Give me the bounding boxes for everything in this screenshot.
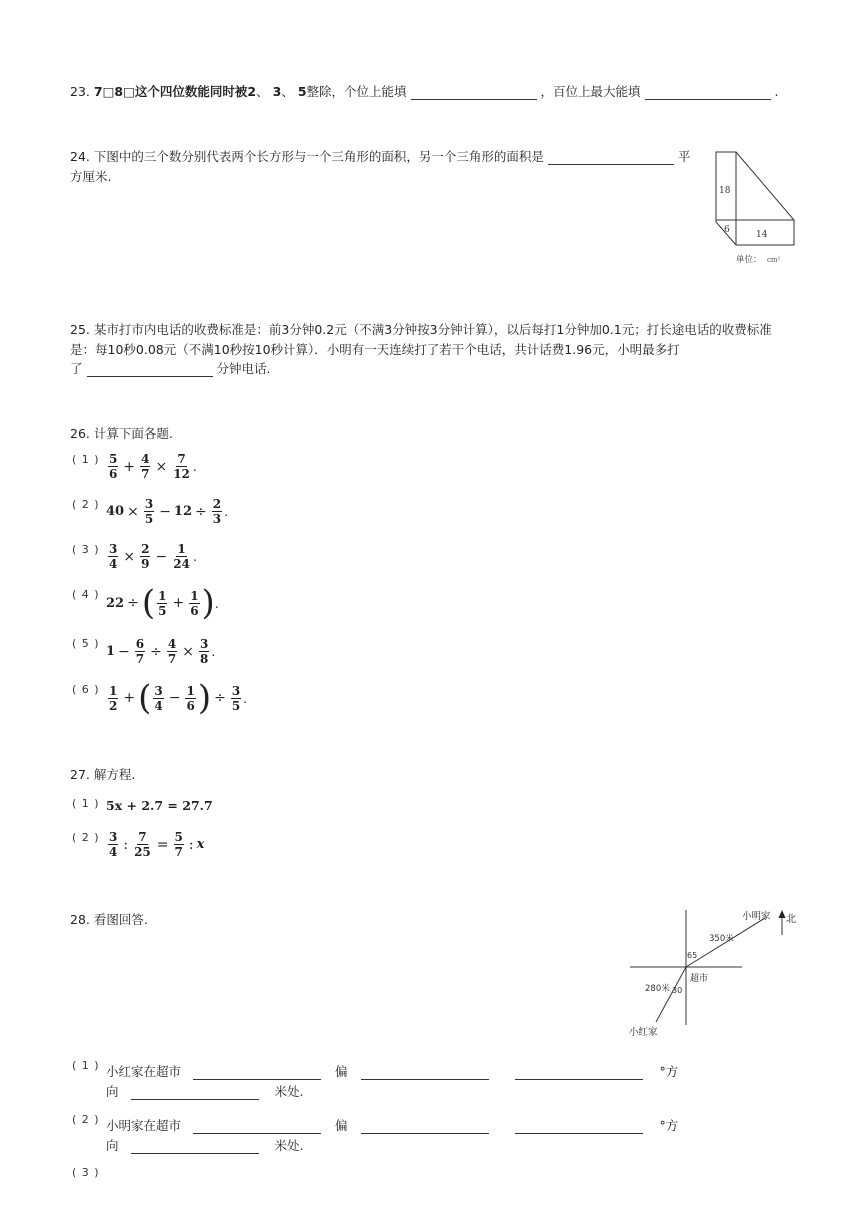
- q24-after-blank: 平: [677, 149, 691, 164]
- fraction: $\frac{1}{2}$: [109, 683, 118, 713]
- q26-problem-6: $\frac{1}{2}$ + ( $\frac{3}{4}$ − $\frac{1}{6}$ ) ÷ $\frac{3}{5}$ .: [109, 678, 248, 718]
- q23-sep2: 、: [281, 84, 294, 99]
- q24-label-14: 14: [756, 230, 768, 240]
- q26-problem-2: 40 × $\frac{3}{5}$ − 12 ÷ $\frac{2}{3}$ .: [106, 497, 229, 526]
- map-label-angle2: 30: [672, 986, 683, 995]
- q27-equation-1: 5x + 2.7 = 27.7: [106, 798, 213, 813]
- q23-text-a: 7□8□这个四位数能同时被: [93, 84, 248, 99]
- fraction: $\frac{3}{5}$: [231, 683, 241, 713]
- q26-problem-5: 1 − $\frac{6}{7}$ ÷ $\frac{4}{7}$ × $\frac{3}{8}$ .: [106, 637, 216, 666]
- q28-label-3: ( 3 ): [72, 1166, 100, 1179]
- q28-sub1-line2: [106, 1082, 303, 1100]
- q28-s2-text-e: 米处.: [274, 1138, 304, 1153]
- q28-s1-text-e: 米处.: [274, 1084, 304, 1099]
- q28-label-2: ( 2 ): [72, 1113, 100, 1126]
- q26-label-3: ( 3 ): [72, 543, 100, 556]
- q28-s1-blank-direction2[interactable]: [361, 1065, 489, 1080]
- q28-s2-text-d: 向: [106, 1138, 119, 1153]
- q28-sub1-line1: [106, 1062, 678, 1080]
- q28-s1-blank-angle[interactable]: [515, 1065, 643, 1080]
- q24-figure: [710, 148, 810, 268]
- q23-n1: 2: [247, 84, 257, 99]
- fraction: $\frac{2}{9}$: [141, 542, 150, 571]
- q28-s1-text-d: 向: [106, 1084, 119, 1099]
- q25-text-1: 某市打市内电话的收费标准是：前3分钟0.2元（不满3分钟按3分钟计算），以后每打1分钟加0.1元；打长途电话的收费标准: [93, 322, 772, 337]
- q28-title: [70, 910, 148, 928]
- q24-label-18: 18: [719, 186, 731, 196]
- fraction: $\frac{3}{5}$: [144, 497, 154, 526]
- q23-sep1: 、: [256, 84, 269, 99]
- fraction: $\frac{3}{8}$: [199, 637, 209, 666]
- q27-label-2: ( 2 ): [72, 831, 100, 844]
- q25-blank[interactable]: [87, 362, 213, 377]
- north-arrow-head: [779, 910, 786, 918]
- q26-label-2: ( 2 ): [72, 498, 100, 511]
- map-label-xiaohong: 小红家: [629, 1027, 658, 1038]
- q25-text-3a: 了: [70, 361, 83, 376]
- q28-s2-text-a: 小明家在超市: [106, 1118, 182, 1133]
- q24-line2: 方厘米.: [70, 169, 112, 184]
- fraction: $\frac{4}{7}$: [141, 452, 150, 481]
- q23-n2: 3: [272, 84, 282, 99]
- q27-label-1: ( 1 ): [72, 797, 100, 810]
- map-label-north: 北: [786, 914, 796, 925]
- q26-label-5: ( 5 ): [72, 637, 100, 650]
- q23-text-c: ，百位上最大能填: [540, 84, 641, 99]
- q26-label-1: ( 1 ): [72, 453, 100, 466]
- q24-label-6: 6: [724, 225, 730, 235]
- q25-line1: [70, 320, 772, 338]
- fraction: $\frac{5}{6}$: [109, 452, 118, 481]
- map-label-dist2: 280米: [645, 984, 670, 994]
- fraction: $\frac{1}{5}$: [158, 588, 167, 618]
- q28-s2-blank-direction2[interactable]: [361, 1119, 489, 1134]
- q28-sub2-line2: [106, 1136, 303, 1154]
- map-label-supermarket: 超市: [690, 974, 709, 984]
- fraction: $\frac{3}{4}$: [109, 542, 118, 571]
- fraction: $\frac{3}{4}$: [109, 830, 118, 859]
- q25-text-3b: 分钟电话.: [216, 361, 271, 376]
- q26-label-6: ( 6 ): [72, 683, 100, 696]
- q24-unit-label: 单位：: [736, 255, 762, 265]
- q26-number: 26.: [70, 426, 90, 441]
- q28-s1-blank-distance[interactable]: [131, 1085, 259, 1100]
- fraction: $\frac{6}{7}$: [135, 637, 145, 666]
- q26-problem-1: $\frac{5}{6}$ + $\frac{4}{7}$ × $\frac{7}{12}$ .: [109, 452, 197, 481]
- q23-end: .: [774, 84, 779, 99]
- q28-s1-text-c: °方: [659, 1064, 679, 1079]
- q23-blank-1[interactable]: [411, 85, 537, 100]
- map-label-dist1: 350米: [709, 934, 734, 944]
- q26-label-4: ( 4 ): [72, 588, 100, 601]
- q28-number: 28.: [70, 912, 90, 927]
- q24-blank[interactable]: [548, 150, 674, 165]
- fraction: $\frac{4}{7}$: [167, 637, 177, 666]
- q28-s1-text-a: 小红家在超市: [106, 1064, 182, 1079]
- q27-title-text: 解方程.: [93, 767, 136, 782]
- fraction: $\frac{7}{12}$: [173, 452, 190, 481]
- q28-s2-text-b: 偏: [334, 1118, 348, 1133]
- q23-text-b: 整除，个位上能填: [306, 84, 407, 99]
- q25-line3: [70, 359, 270, 377]
- q28-s1-blank-direction[interactable]: [193, 1065, 321, 1080]
- q26-problem-3: $\frac{3}{4}$ × $\frac{2}{9}$ − $\frac{1}{24}$ .: [109, 542, 197, 571]
- q26-problem-4: 22 ÷ ( $\frac{1}{5}$ + $\frac{1}{6}$ ) .: [106, 583, 219, 623]
- q28-s2-blank-distance[interactable]: [131, 1139, 259, 1154]
- fraction: $\frac{7}{25}$: [134, 830, 151, 859]
- fraction: $\frac{1}{24}$: [173, 542, 190, 571]
- q23-n3: 5: [297, 84, 307, 99]
- q27-title: [70, 765, 135, 783]
- q27-number: 27.: [70, 767, 90, 782]
- fraction: $\frac{3}{4}$: [154, 683, 163, 713]
- q24-unit: cm²: [767, 256, 781, 264]
- q24-text: 下图中的三个数分别代表两个长方形与一个三角形的面积，另一个三角形的面积是: [93, 149, 544, 164]
- q25-number: 25.: [70, 322, 90, 337]
- q27-equation-2: $\frac{3}{4}$ : $\frac{7}{25}$ = $\frac{5}{7}$ : x: [109, 830, 205, 859]
- q28-s2-text-c: °方: [659, 1118, 679, 1133]
- q28-s1-text-b: 偏: [334, 1064, 348, 1079]
- q28-map: [620, 900, 820, 1042]
- q28-sub2-line1: [106, 1116, 678, 1134]
- fraction: $\frac{2}{3}$: [212, 497, 222, 526]
- q26-title: [70, 424, 173, 442]
- q23-blank-2[interactable]: [645, 85, 771, 100]
- q28-title-text: 看图回答.: [93, 912, 148, 927]
- q28-s2-blank-angle[interactable]: [515, 1119, 643, 1134]
- q24-line1: [70, 147, 690, 165]
- q24-number: 24.: [70, 149, 90, 164]
- q23-number: 23.: [70, 84, 90, 99]
- fraction: $\frac{1}{6}$: [190, 588, 199, 618]
- fraction: $\frac{1}{6}$: [186, 683, 195, 713]
- map-label-xiaoming: 小明家: [742, 911, 771, 922]
- q28-label-1: ( 1 ): [72, 1059, 100, 1072]
- q26-title-text: 计算下面各题.: [93, 426, 173, 441]
- map-label-angle1: 65: [687, 951, 698, 960]
- q28-s2-blank-direction[interactable]: [193, 1119, 321, 1134]
- fraction: $\frac{5}{7}$: [174, 830, 183, 859]
- q23: [70, 82, 778, 100]
- q25-line2: 是：每10秒0.08元（不满10秒按10秒计算）．小明有一天连续打了若干个电话，共计话费1.96元，小明最多打: [70, 342, 680, 357]
